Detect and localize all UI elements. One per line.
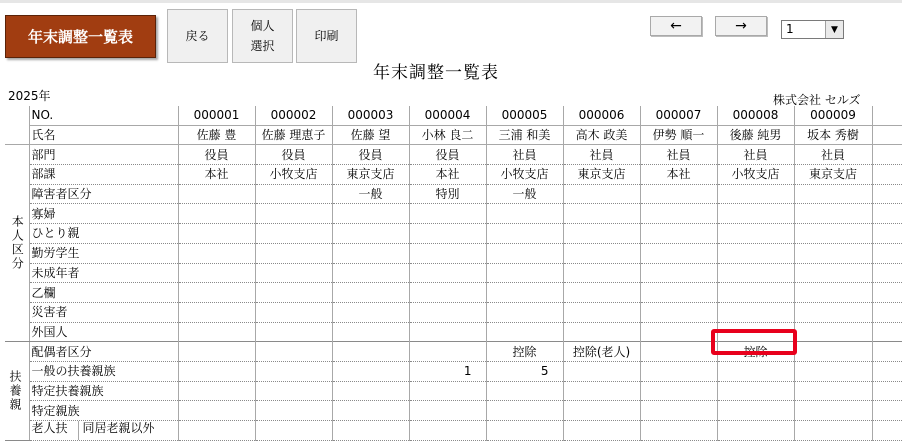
cell[interactable]	[409, 243, 486, 263]
cell[interactable]	[255, 283, 332, 303]
row-label: 乙欄	[29, 283, 178, 303]
cell[interactable]	[332, 263, 409, 283]
cell[interactable]	[872, 165, 902, 185]
cell[interactable]	[794, 401, 872, 421]
cell[interactable]	[409, 342, 486, 362]
cell[interactable]	[332, 322, 409, 342]
cell[interactable]	[255, 401, 332, 421]
cell[interactable]	[872, 322, 902, 342]
division-cell[interactable]: 小牧支店	[255, 165, 332, 185]
employee-name[interactable]: 佐藤 理恵子	[255, 125, 332, 145]
year-label: 2025年	[8, 89, 51, 103]
individual-select-label-1: 個人	[250, 19, 275, 33]
cell[interactable]	[332, 342, 409, 362]
next-page-button[interactable]: →	[715, 16, 767, 36]
cell[interactable]	[486, 381, 563, 401]
cell[interactable]	[640, 421, 717, 441]
dept-cell[interactable]: 社員	[563, 145, 640, 165]
cell[interactable]	[255, 263, 332, 283]
employee-name[interactable]: 小林 良二	[409, 125, 486, 145]
cell[interactable]	[486, 243, 563, 263]
cell[interactable]	[178, 224, 255, 244]
employee-no[interactable]: 000001	[178, 106, 255, 125]
cell[interactable]	[794, 263, 872, 283]
cell[interactable]	[409, 421, 486, 441]
row-label: 特定親族	[29, 401, 178, 421]
cell[interactable]	[872, 106, 902, 125]
cell[interactable]	[872, 302, 902, 322]
page-select-value: 1	[786, 22, 794, 36]
row-label: 特定扶養親族	[29, 381, 178, 401]
page-select[interactable]	[781, 20, 844, 39]
cell[interactable]	[717, 381, 794, 401]
cell[interactable]	[486, 421, 563, 441]
cell[interactable]	[717, 263, 794, 283]
row-label: 外国人	[29, 322, 178, 342]
table-row	[5, 204, 902, 224]
cell[interactable]	[255, 342, 332, 362]
cell[interactable]	[486, 204, 563, 224]
employee-name[interactable]: 高木 政美	[563, 125, 640, 145]
cell[interactable]	[794, 224, 872, 244]
cell[interactable]	[178, 342, 255, 362]
row-label-split	[29, 421, 178, 441]
cell[interactable]	[794, 243, 872, 263]
cell[interactable]	[255, 322, 332, 342]
cell[interactable]	[872, 361, 902, 381]
individual-select-label-2: 選択	[250, 39, 275, 53]
cell[interactable]	[794, 381, 872, 401]
division-cell[interactable]: 東京支店	[563, 165, 640, 185]
employee-no[interactable]: 000007	[640, 106, 717, 125]
cell[interactable]	[794, 204, 872, 224]
cell[interactable]	[717, 421, 794, 441]
table-row	[5, 106, 902, 125]
table-row	[5, 283, 902, 303]
cell[interactable]	[563, 224, 640, 244]
cell[interactable]	[640, 342, 717, 362]
header-corner	[5, 106, 29, 145]
employee-name[interactable]: 佐藤 豊	[178, 125, 255, 145]
cell[interactable]	[563, 263, 640, 283]
division-cell[interactable]: 小牧支店	[486, 165, 563, 185]
employee-name[interactable]: 後藤 純男	[717, 125, 794, 145]
employee-name[interactable]: 坂本 秀樹	[794, 125, 872, 145]
cell[interactable]	[563, 302, 640, 322]
cell[interactable]	[563, 322, 640, 342]
year-end-adjustment-table	[5, 106, 902, 441]
employee-name[interactable]: 佐藤 望	[332, 125, 409, 145]
employee-no[interactable]: 000009	[794, 106, 872, 125]
cell[interactable]	[178, 243, 255, 263]
cell[interactable]	[178, 401, 255, 421]
row-label: 部門	[29, 145, 178, 165]
title-button[interactable]: 年末調整一覧表	[5, 15, 156, 58]
cell[interactable]	[640, 381, 717, 401]
cell[interactable]	[563, 361, 640, 381]
cell[interactable]	[178, 381, 255, 401]
spouse-cell[interactable]: 控除(老人)	[563, 342, 640, 362]
row-label: 氏名	[29, 125, 178, 145]
cell[interactable]	[717, 302, 794, 322]
disability-cell[interactable]: 一般	[486, 184, 563, 204]
row-sublabel: 同居老親以外	[82, 421, 155, 435]
division-cell[interactable]: 本社	[409, 165, 486, 185]
back-button[interactable]: 戻る	[167, 9, 228, 63]
table-row	[5, 361, 902, 381]
cell[interactable]	[794, 342, 872, 362]
cell[interactable]	[486, 224, 563, 244]
cell[interactable]	[563, 243, 640, 263]
cell[interactable]	[332, 302, 409, 322]
self-section-label	[5, 145, 29, 342]
cell[interactable]	[717, 283, 794, 303]
cell[interactable]	[409, 401, 486, 421]
cell[interactable]	[640, 243, 717, 263]
division-cell[interactable]: 小牧支店	[717, 165, 794, 185]
cell[interactable]	[486, 302, 563, 322]
cell[interactable]	[178, 263, 255, 283]
cell[interactable]	[717, 204, 794, 224]
dept-cell[interactable]: 社員	[794, 145, 872, 165]
dept-cell[interactable]: 役員	[409, 145, 486, 165]
cell[interactable]	[409, 381, 486, 401]
row-label: 災害者	[29, 302, 178, 322]
individual-select-button[interactable]	[232, 9, 293, 63]
division-cell[interactable]: 東京支店	[332, 165, 409, 185]
cell[interactable]	[872, 263, 902, 283]
cell[interactable]	[717, 361, 794, 381]
cell[interactable]	[255, 361, 332, 381]
cell[interactable]	[563, 184, 640, 204]
cell[interactable]	[794, 421, 872, 441]
disability-cell[interactable]: 特別	[409, 184, 486, 204]
row-label: ひとり親	[29, 224, 178, 244]
table-row	[5, 263, 902, 283]
cell[interactable]	[409, 322, 486, 342]
spouse-cell[interactable]: 控除	[486, 342, 563, 362]
row-label: 寡婦	[29, 204, 178, 224]
cell[interactable]	[332, 401, 409, 421]
cell[interactable]	[872, 283, 902, 303]
cell[interactable]	[332, 283, 409, 303]
sheet-title: 年末調整一覧表	[373, 63, 499, 83]
cell[interactable]	[640, 224, 717, 244]
cell[interactable]	[872, 421, 902, 441]
cell[interactable]	[255, 381, 332, 401]
cell[interactable]	[640, 361, 717, 381]
chevron-down-icon[interactable]: ▼	[825, 21, 843, 38]
cell[interactable]	[255, 224, 332, 244]
cell[interactable]	[332, 421, 409, 441]
cell[interactable]	[486, 283, 563, 303]
cell[interactable]	[409, 263, 486, 283]
highlight-box	[711, 329, 797, 355]
employee-no[interactable]: 000004	[409, 106, 486, 125]
cell[interactable]	[332, 224, 409, 244]
cell[interactable]	[409, 302, 486, 322]
division-cell[interactable]: 東京支店	[794, 165, 872, 185]
row-label: 部課	[29, 165, 178, 185]
general-dependents-cell[interactable]: 5	[486, 361, 563, 381]
dept-cell[interactable]: 社員	[640, 145, 717, 165]
print-button[interactable]: 印刷	[296, 9, 357, 63]
row-label: 未成年者	[29, 263, 178, 283]
cell[interactable]	[794, 184, 872, 204]
cell[interactable]	[409, 224, 486, 244]
cell[interactable]	[640, 204, 717, 224]
cell[interactable]	[872, 224, 902, 244]
disability-cell[interactable]: 一般	[332, 184, 409, 204]
table-row	[5, 224, 902, 244]
cell[interactable]	[255, 421, 332, 441]
cell[interactable]	[178, 204, 255, 224]
window-top-border	[0, 0, 902, 3]
cell[interactable]	[332, 381, 409, 401]
cell[interactable]	[640, 184, 717, 204]
table-row	[5, 243, 902, 263]
cell[interactable]	[563, 283, 640, 303]
cell[interactable]	[178, 302, 255, 322]
employee-no[interactable]: 000002	[255, 106, 332, 125]
row-label: NO.	[29, 106, 178, 125]
cell[interactable]	[563, 204, 640, 224]
cell[interactable]	[872, 243, 902, 263]
cell[interactable]	[794, 283, 872, 303]
row-label: 老人扶	[30, 421, 79, 440]
self-section-text: 本人区分	[10, 215, 25, 272]
company-name: 株式会社 セルズ	[773, 93, 861, 107]
cell[interactable]	[717, 243, 794, 263]
table-row	[5, 184, 902, 204]
dependents-section-label	[5, 342, 29, 440]
table-row	[5, 165, 902, 185]
employee-no[interactable]: 000008	[717, 106, 794, 125]
cell[interactable]	[409, 204, 486, 224]
cell[interactable]	[409, 283, 486, 303]
cell[interactable]	[872, 125, 902, 145]
cell[interactable]	[563, 421, 640, 441]
dept-cell[interactable]: 社員	[486, 145, 563, 165]
cell[interactable]	[872, 401, 902, 421]
row-label: 配偶者区分	[29, 342, 178, 362]
table-row	[5, 421, 902, 441]
cell[interactable]	[332, 204, 409, 224]
cell[interactable]	[872, 184, 902, 204]
cell[interactable]	[178, 184, 255, 204]
cell[interactable]	[640, 401, 717, 421]
general-dependents-cell[interactable]: 1	[409, 361, 486, 381]
cell[interactable]	[486, 263, 563, 283]
row-label: 障害者区分	[29, 184, 178, 204]
division-cell[interactable]: 本社	[178, 165, 255, 185]
cell[interactable]	[794, 361, 872, 381]
cell[interactable]	[563, 381, 640, 401]
cell[interactable]	[178, 361, 255, 381]
cell[interactable]	[640, 283, 717, 303]
cell[interactable]	[486, 401, 563, 421]
row-label: 一般の扶養親族	[29, 361, 178, 381]
dept-cell[interactable]: 社員	[717, 145, 794, 165]
employee-no[interactable]: 000003	[332, 106, 409, 125]
employee-no[interactable]: 000005	[486, 106, 563, 125]
cell[interactable]	[255, 243, 332, 263]
row-label: 勤労学生	[29, 243, 178, 263]
table-row	[5, 302, 902, 322]
cell[interactable]	[717, 401, 794, 421]
dependents-section-text: 扶養親	[8, 369, 22, 412]
cell[interactable]	[794, 322, 872, 342]
division-cell[interactable]: 本社	[640, 165, 717, 185]
cell[interactable]	[640, 302, 717, 322]
cell[interactable]	[717, 224, 794, 244]
cell[interactable]	[332, 361, 409, 381]
employee-name[interactable]: 伊勢 順一	[640, 125, 717, 145]
cell[interactable]	[178, 322, 255, 342]
dept-cell[interactable]: 役員	[255, 145, 332, 165]
table-row	[5, 381, 902, 401]
cell[interactable]	[640, 322, 717, 342]
table-row	[5, 401, 902, 421]
employee-no[interactable]: 000006	[563, 106, 640, 125]
employee-name[interactable]: 三浦 和美	[486, 125, 563, 145]
cell[interactable]	[794, 302, 872, 322]
dept-cell[interactable]: 役員	[332, 145, 409, 165]
cell[interactable]	[563, 401, 640, 421]
table-row	[5, 145, 902, 165]
cell[interactable]	[872, 145, 902, 165]
cell[interactable]	[255, 204, 332, 224]
cell[interactable]	[640, 263, 717, 283]
table-row	[5, 125, 902, 145]
prev-page-button[interactable]: ←	[650, 16, 702, 36]
cell[interactable]	[872, 342, 902, 362]
spouse-cell[interactable]: 控除	[717, 342, 794, 362]
dept-cell[interactable]: 役員	[178, 145, 255, 165]
cell[interactable]	[717, 184, 794, 204]
cell[interactable]	[872, 204, 902, 224]
cell[interactable]	[178, 283, 255, 303]
cell[interactable]	[486, 322, 563, 342]
cell[interactable]	[255, 184, 332, 204]
cell[interactable]	[178, 421, 255, 441]
cell[interactable]	[255, 302, 332, 322]
cell[interactable]	[332, 243, 409, 263]
cell[interactable]	[872, 381, 902, 401]
